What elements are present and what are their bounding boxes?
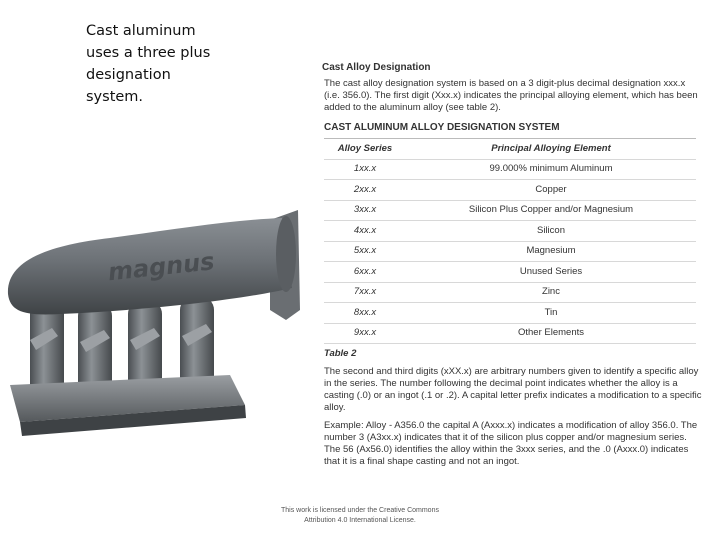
- element-cell: Unused Series: [406, 262, 696, 283]
- element-cell: Magnesium: [406, 241, 696, 262]
- col-element-header: Principal Alloying Element: [406, 139, 696, 160]
- series-cell: 1xx.x: [324, 159, 406, 180]
- element-cell: Copper: [406, 180, 696, 201]
- table-row: [324, 262, 696, 283]
- table-header-row: [324, 139, 696, 160]
- doc-paragraph-digits: The second and third digits (xXX.x) are arbitrary numbers given to identify a specific alloy in the series. The number following the decimal point indicates whether the alloy is a casting (.0) or an ingot (.1 or .2). A capital letter prefix indicates a modification to a specific alloy.: [324, 366, 702, 413]
- table-label: Table 2: [324, 348, 357, 359]
- license-footer: [230, 506, 490, 526]
- element-cell: Zinc: [406, 282, 696, 303]
- table-row: [324, 180, 696, 201]
- alloy-table: [324, 138, 696, 344]
- manifold-brand-text: magnus: [106, 247, 216, 287]
- element-cell: Silicon Plus Copper and/or Magnesium: [406, 200, 696, 221]
- series-cell: 9xx.x: [324, 323, 406, 344]
- table-row: [324, 323, 696, 344]
- slide-caption: [86, 20, 226, 108]
- table-row: [324, 221, 696, 242]
- system-heading: CAST ALUMINUM ALLOY DESIGNATION SYSTEM: [324, 122, 560, 133]
- doc-paragraph-example: Example: Alloy - A356.0 the capital A (Axxx.x) indicates a modification of alloy 356.0. The number 3 (A3xx.x) indicates that it of the silicon plus copper and/or magnesium series. The 56 (Ax56.0) identifies the alloy within the 3xxx series, and the .0 (Axxx.0) indicates that it is a final shape casting and not an ingot.: [324, 420, 698, 467]
- license-line: This work is licensed under the Creative Commons: [281, 507, 439, 514]
- col-series-header: Alloy Series: [324, 139, 406, 160]
- series-cell: 4xx.x: [324, 221, 406, 242]
- series-cell: 6xx.x: [324, 262, 406, 283]
- alloy-document: [318, 62, 702, 482]
- series-cell: 5xx.x: [324, 241, 406, 262]
- doc-intro: The cast alloy designation system is based on a 3 digit-plus decimal designation xxx.x (i.e. 356.0). The first digit (Xxx.x) indicates the principal alloying element, which has been added to the aluminum alloy (see table 2).: [324, 78, 698, 113]
- table-row: [324, 200, 696, 221]
- element-cell: 99.000% minimum Aluminum: [406, 159, 696, 180]
- doc-heading: Cast Alloy Designation: [322, 62, 431, 73]
- series-cell: 3xx.x: [324, 200, 406, 221]
- table-row: [324, 241, 696, 262]
- series-cell: 7xx.x: [324, 282, 406, 303]
- table-row: [324, 159, 696, 180]
- table-row: [324, 282, 696, 303]
- caption-line: system.: [86, 89, 144, 105]
- series-cell: 2xx.x: [324, 180, 406, 201]
- caption-line: designation: [86, 67, 171, 83]
- series-cell: 8xx.x: [324, 303, 406, 324]
- element-cell: Tin: [406, 303, 696, 324]
- table-row: [324, 303, 696, 324]
- caption-line: uses a three plus: [86, 45, 211, 61]
- caption-line: Cast aluminum: [86, 23, 196, 39]
- intake-manifold-image: [0, 190, 320, 460]
- element-cell: Silicon: [406, 221, 696, 242]
- element-cell: Other Elements: [406, 323, 696, 344]
- license-line: Attribution 4.0 International License.: [304, 517, 416, 524]
